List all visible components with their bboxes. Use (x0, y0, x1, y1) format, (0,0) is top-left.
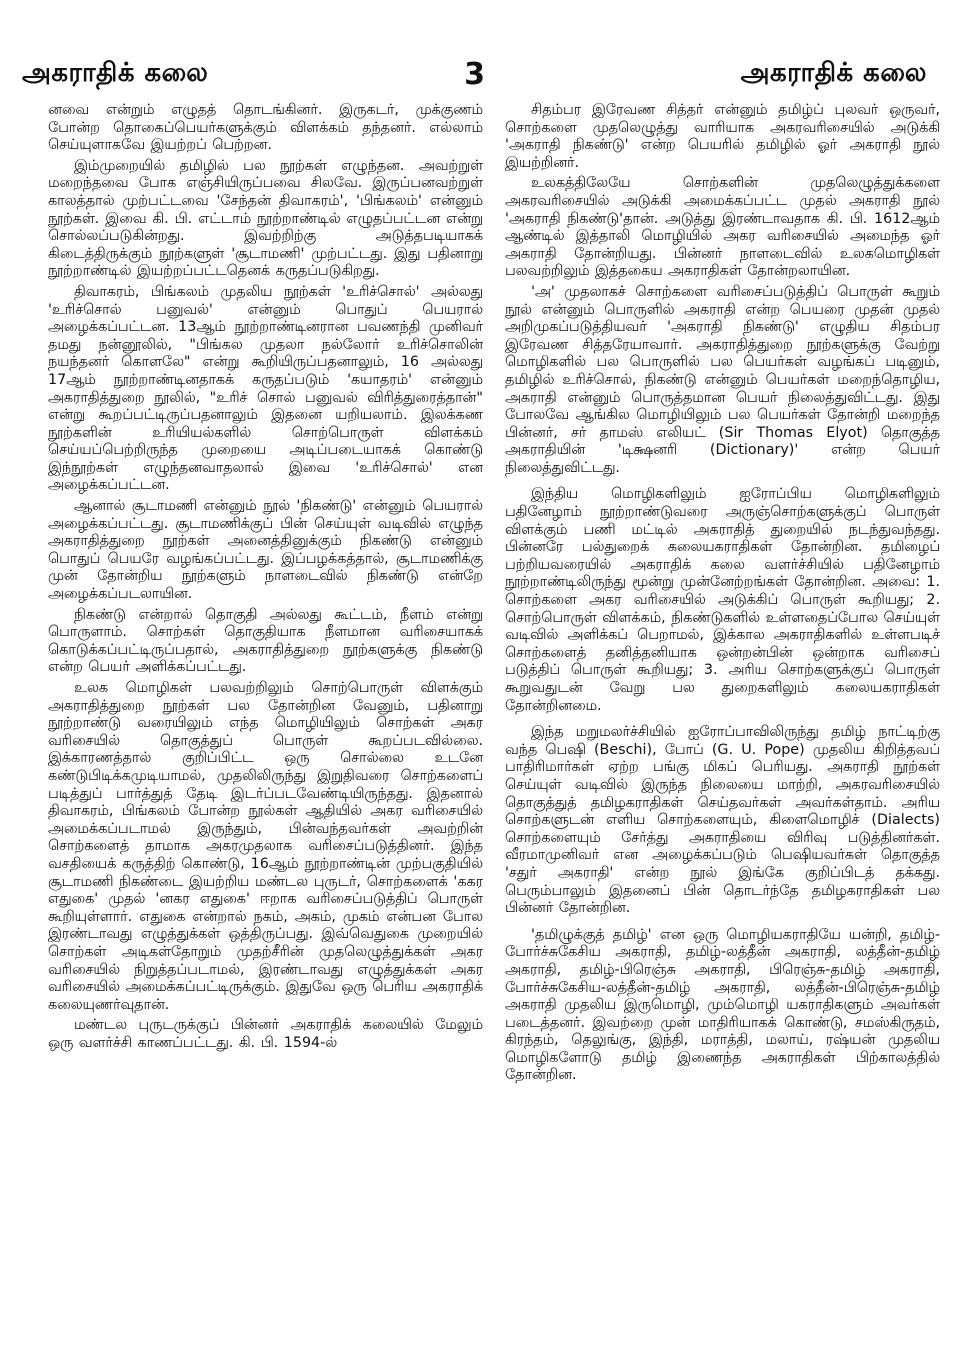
paragraph: னவை என்றும் எழுதத் தொடங்கினர். இருகடர், முக்குணம் போன்ற தொகைப்பெயர்களுக்கும் விளக்கம் தந்தனர். எல்லாம் செய்யுளாகவே இயற்றப் பெற்றன. (48, 102, 483, 154)
paragraph: இந்திய மொழிகளிலும் ஐரோப்பிய மொழிகளிலும் பதினேழாம் நூற்றாண்டுவரை அருஞ்சொற்களுக்குப் பொருள் விளக்கும் பணி மட்டில் அகராதித் துறையில் நடந்துவந்தது. பின்னரே பல்துறைக் கலையகராதிகள் தோன்றின. தமிழைப் பற்றியவரையில் அகராதிக் கலை வளர்ச்சியில் பதினேழாம் நூற்றாண்டிலிருந்து மூன்று முன்னேற்றங்கள் தோன்றின. அவை: 1. சொற்களை அகர வரிசையில் அடுக்கிப் பொருள் கூறியது; 2. சொற்பொருள் விளக்கம், நிகண்டுகளில் உள்ளதைப்போல செய்யுள் வடிவில் அளிக்கப் பெறாமல், இக்கால அகராதிகளில் உள்ளபடிச் சொற்களைத் தனித்தனியாக ஒன்றன்பின் ஒன்றாக வரிசைப் படுத்திப் பொருள் கூறியது; 3. அரிய சொற்களுக்குப் பொருள் கூறுவதுடன் வேறு பல துறைகளிலும் கலையகராதிகள் தோன்றினமை. (505, 486, 940, 714)
running-head-left: அகராதிக் கலை (22, 57, 209, 88)
paragraph: 'தமிழுக்குத் தமிழ்' என ஒரு மொழியகராதியே யன்றி, தமிழ்-போர்ச்சுகேசிய அகராதி, தமிழ்-லத்தீன் அகராதி, லத்தீன்-தமிழ் அகராதி, தமிழ்-பிரெஞ்சு அகராதி, பிரெஞ்சு-தமிழ் அகராதி, போர்ச்சுகேசிய-லத்தீன்-தமிழ் அகராதி, லத்தீன்-பிரெஞ்சு-தமிழ் அகராதி முதலிய இருமொழி, மும்மொழி யகராதிகளும் அவர்கள் படைத்தனர். இவற்றை முன் மாதிரியாகக் கொண்டு, சமஸ்கிருதம், கிரந்தம், தெலுங்கு, இந்தி, மராத்தி, மலாய், ரஷ்யன் முதலிய மொழிகளோடு தமிழ் இணைந்த அகராதிகள் பிற்காலத்தில் தோன்றின. (505, 926, 940, 1084)
paragraph: உலகத்திலேயே சொற்களின் முதலெழுத்துக்களை அகரவரிசையில் அடுக்கி அமைக்கப்பட்ட முதல் அகராதி நூல் 'அகராதி நிகண்டு'தான். அடுத்து இரண்டாவதாக கி. பி. 1612ஆம் ஆண்டில் இத்தாலி மொழியில் அகர வரிசையில் அமைந்த ஓர் அகராதி தோன்றியது. பின்னர் நாளடைவில் உலகமொழிகள் பலவற்றிலும் இத்தகைய அகராதிகள் தோன்றலாயின. (505, 175, 940, 280)
paragraph: ஆனால் சூடாமணி என்னும் நூல் 'நிகண்டு' என்னும் பெயரால் அழைக்கப்பட்டது. சூடாமணிக்குப் பின் செய்யுள் வடிவில் எழுந்த அகராதித்துறை நூற்கள் அனைத்தினுக்கும் நிகண்டு என்னும் பொதுப் பெயரே வழங்கப்பட்டது. இப்பழக்கத்தால், சூடாமணிக்கு முன் தோன்றிய நூற்களும் நாளடைவில் நிகண்டு என்றே அழைக்கப்படலாயின. (48, 498, 483, 603)
right-column (505, 102, 940, 1342)
paragraph: உலக மொழிகள் பலவற்றிலும் சொற்பொருள் விளக்கும் அகராதித்துறை நூற்கள் பல தோன்றின வேனும், பதினாறு நூற்றாண்டு வரையிலும் எந்த மொழியிலும் சொற்கள் அகர வரிசையில் தொகுத்துப் பொருள் கூறப்படவில்லை. இக்காரணத்தால் குறிப்பிட்ட ஒரு சொல்லை உடனே கண்டுபிடிக்கமுடியாமல், முதலிலிருந்து இறுதிவரை சொற்களைப் படித்துப் பார்த்துத் தேடி இடர்ப்படவேண்டியிருந்தது. இதனால் திவாகரம், பிங்கலம் போன்ற நூல்கள் ஆதியில் அகர வரிசையில் அமைக்கப்படாமல் இருந்தும், பின்வந்தவர்கள் அவற்றின் சொற்களைத் தாமாக அகரமுதலாக வரிசைப்படுத்தினர். இந்த வசதியைக் கருத்திற் கொண்டு, 16ஆம் நூற்றாண்டின் முற்பகுதியில் சூடாமணி நிகண்டை இயற்றிய மண்டல புருடர், சொற்களைக் 'ககர எதுகை' முதல் 'னகர எதுகை' ஈறாக வரிசைப்படுத்திப் பொருள் கூறியுள்ளார். எதுகை என்றால் நகம், அகம், முகம் என்பன போல இரண்டாவது எழுத்துக்கள் ஒத்திருப்பது. இவ்வெதுகை முறையில் சொற்கள் அடிகள்தோறும் முதற்சீரின் முதலெழுத்துக்கள் அகர வரிசையில் நிறுத்தப்படாமல், இரண்டாவது எழுத்துக்கள் அகர வரிசையில் அமைக்கப்பட்டிருக்கும். இதுவே ஒரு பெரிய அகராதிக் கலையுணர்வுதான். (48, 680, 483, 1013)
paragraph: 'அ' முதலாகச் சொற்களை வரிசைப்படுத்திப் பொருள் கூறும் நூல் என்னும் பொருளில் அகராதி என்ற பெயரை முதன் முதல் அறிமுகப்படுத்தியவர் 'அகராதி நிகண்டு' எழுதிய சிதம்பர இரேவண சித்தரேயாவார். அகராதித்துறை நூற்களுக்கு வேற்று மொழிகளில் பல பொருளில் பல பெயர்கள் வழங்கப் படினும், தமிழில் உரிச்சொல், நிகண்டு என்னும் பெயர்கள் மறைந்தொழிய, அகராதி என்னும் பொருத்தமான பெயர் நிலைத்துவிட்டது. இது போலவே ஆங்கில மொழியிலும் பல பெயர்கள் தோன்றி மறைந்த பின்னர், சர் தாமஸ் எலியட் (Sir Thomas Elyot) தொகுத்த அகராதியின் 'டிக்ஷனரி (Dictionary)' என்ற பெயர் நிலைத்துவிட்டது. (505, 283, 940, 476)
paragraph: இம்முறையில் தமிழில் பல நூற்கள் எழுந்தன. அவற்றுள் மறைந்தவை போக எஞ்சியிருப்பவை சிலவே. இருப்பனவற்றுள் காலத்தால் முற்பட்டவை 'சேந்தன் திவாகரம்', 'பிங்கலம்' என்னும் நூற்கள். இவை கி. பி. எட்டாம் நூற்றாண்டில் எழுதப்பட்டன என்று சொல்லப்படுகின்றது. இவற்றிற்கு அடுத்தபடியாகக் கிடைத்திருக்கும் நூற்களுள் 'சூடாமணி' முற்பட்டது. இது பதினாறு நூற்றாண்டில் இயற்றப்பட்டதெனக் கருதப்படுகிறது. (48, 157, 483, 280)
left-column (48, 102, 483, 1342)
page-header (22, 50, 927, 98)
text-columns (48, 102, 940, 1342)
running-head-right: அகராதிக் கலை (740, 57, 927, 88)
page-number: 3 (464, 56, 485, 92)
paragraph: மண்டல புருடருக்குப் பின்னர் அகராதிக் கலையில் மேலும் ஒரு வளர்ச்சி காணப்பட்டது. கி. பி. 1594-ல் (48, 1017, 483, 1051)
paragraph: சிதம்பர இரேவண சித்தர் என்னும் தமிழ்ப் புலவர் ஒருவர், சொற்களை முதலெழுத்து வாரியாக அகரவரிசையில் அடுக்கி 'அகராதி நிகண்டு' என்ற பெயரில் தமிழில் ஓர் அகராதி நூல் இயற்றினர். (505, 102, 940, 171)
paragraph: இந்த மறுமலர்ச்சியில் ஐரோப்பாவிலிருந்து தமிழ் நாட்டிற்கு வந்த பெஷி (Beschi), போப் (G. U. Pope) முதலிய கிறித்தவப் பாதிரிமார்கள் ஏற்ற பங்கு மிகப் பெரியது. அகராதி நூற்கள் செய்யுள் வடிவில் இருந்த நிலையை மாற்றி, அகரவரிசையில் தொகுத்துத் தமிழகராதிகள் செய்தவர்கள் அவர்கள்தாம். அரிய சொற்களுடன் எளிய சொற்களையும், கிளைமொழிச் (Dialects) சொற்களையும் சேர்த்து அகராதியை விரிவு படுத்தினர்கள். வீரமாமுனிவர் என அழைக்கப்படும் பெஷியவர்கள் தொகுத்த 'சதுர் அகராதி' என்ற நூல் இங்கே குறிப்பிடத் தக்கது. பெரும்பாலும் இதனைப் பின் தொடர்ந்தே தமிழகராதிகள் பல பின்னர் தோன்றின. (505, 724, 940, 917)
paragraph: திவாகரம், பிங்கலம் முதலிய நூற்கள் 'உரிச்சொல்' அல்லது 'உரிச்சொல் பனுவல்' என்னும் பொதுப் பெயரால் அழைக்கப்பட்டன. 13ஆம் நூற்றாண்டினரான பவணந்தி முனிவர் தமது நன்னூலில், "பிங்கல முதலா நல்லோர் உரிச்சொலின் நயந்தனர் கொளலே" என்று கூறியிருப்பதனாலும், 16 அல்லது 17ஆம் நூற்றாண்டினதாகக் கருதப்படும் 'கயாதரம்' என்னும் அகராதித்துறை நூலில், "உரிச் சொல் பனுவல் விரித்துரைத்தான்" என்று கூறப்பட்டிருப்பதனாலும் இதனை யறியலாம். இலக்கண நூற்களின் உரியியல்களில் சொற்பொருள் விளக்கம் செய்யப்பெற்றிருந்த முறையை அடிப்படையாகக் கொண்டு இந்நூற்கள் எழுந்தனவாதலால் இவை 'உரிச்சொல்' என அழைக்கப்பட்டன. (48, 283, 483, 494)
paragraph: நிகண்டு என்றால் தொகுதி அல்லது கூட்டம், நீளம் என்று பொருளாம். சொற்கள் தொகுதியாக நீளமான வரிசையாகக் கொடுக்கப்பட்டிருப்பதால், அகராதித்துறை நூற்களுக்கு நிகண்டு என்ற பெயர் அளிக்கப்பட்டது. (48, 606, 483, 676)
